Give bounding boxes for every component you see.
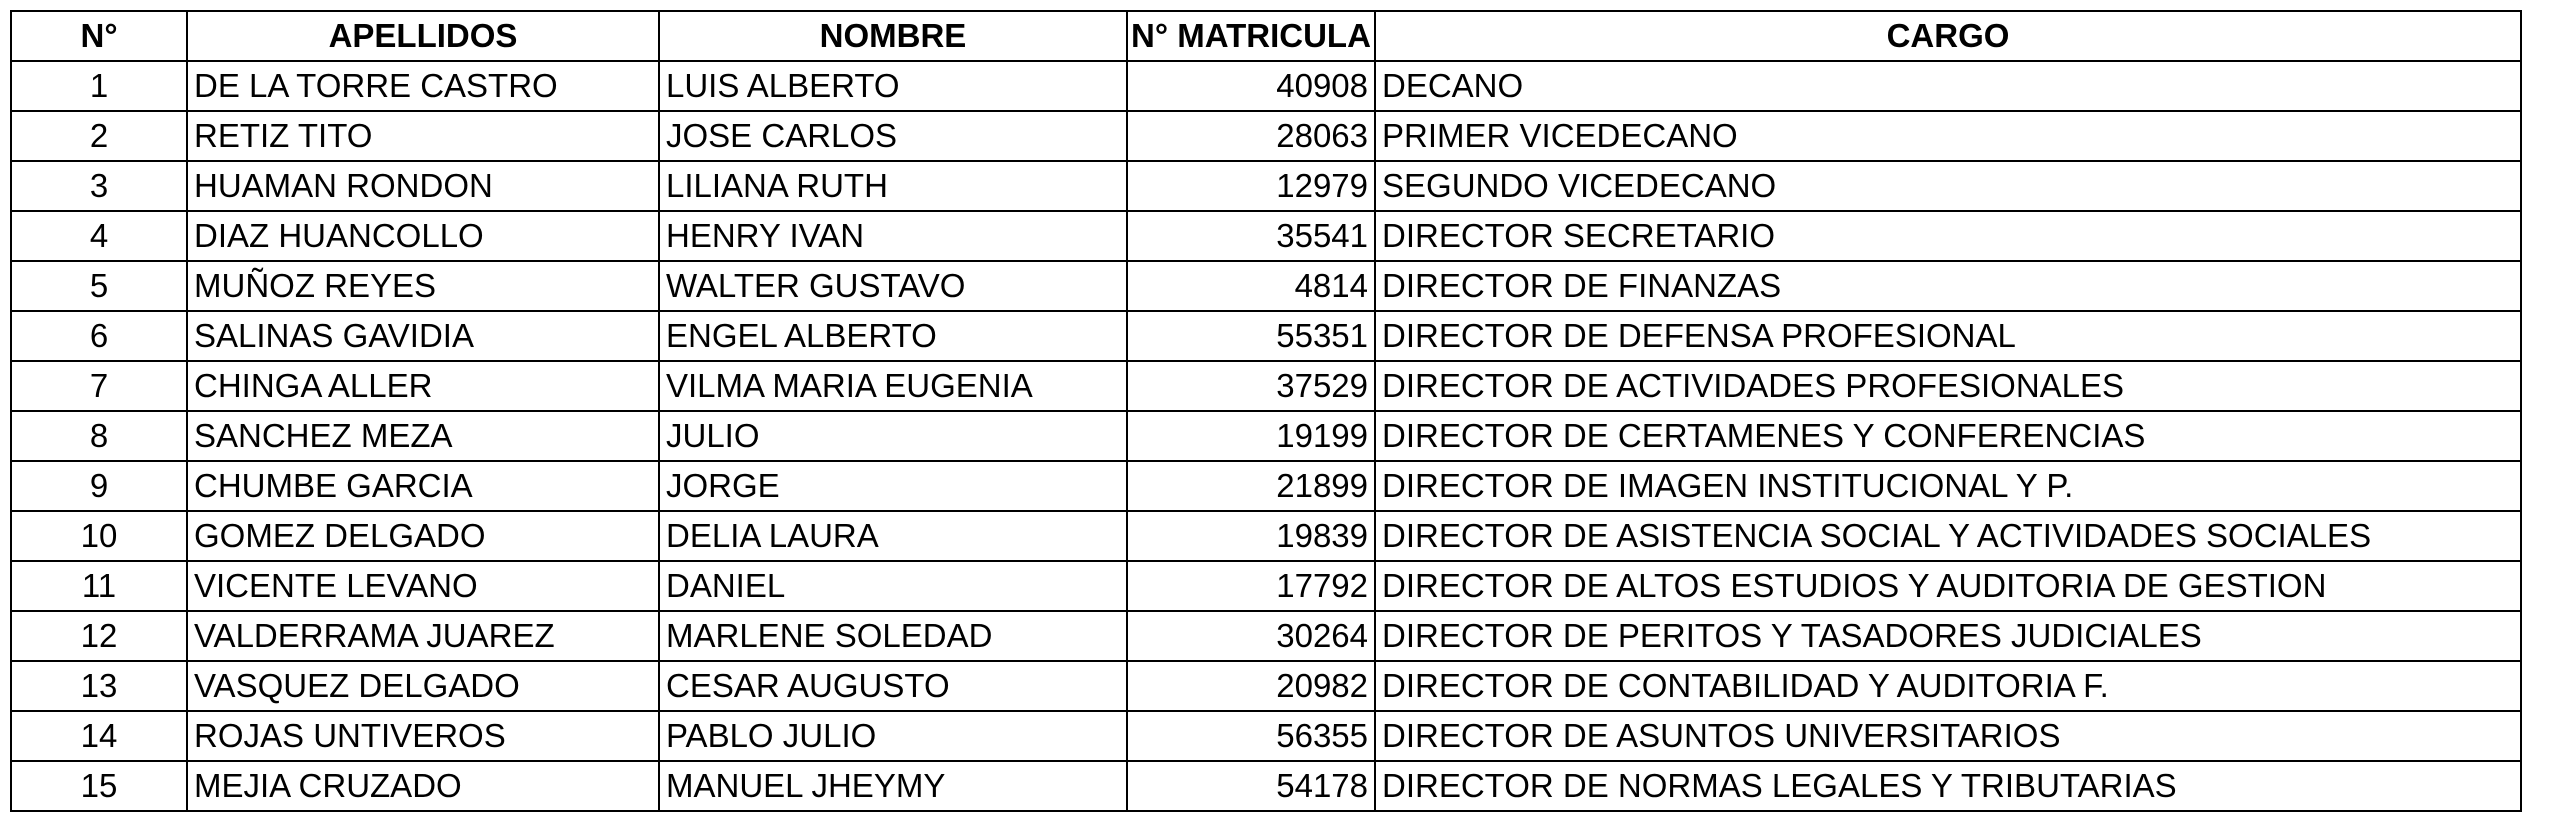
- table-row: [11, 61, 2521, 111]
- cell-apellidos[interactable]: DIAZ HUANCOLLO: [187, 211, 659, 261]
- table-row: [11, 461, 2521, 511]
- cell-nombre[interactable]: JOSE CARLOS: [659, 111, 1127, 161]
- cell-num[interactable]: 14: [11, 711, 187, 761]
- table-row: [11, 711, 2521, 761]
- table-row: [11, 361, 2521, 411]
- cell-nombre[interactable]: DELIA LAURA: [659, 511, 1127, 561]
- header-num[interactable]: N°: [11, 11, 187, 61]
- cell-nombre[interactable]: LILIANA RUTH: [659, 161, 1127, 211]
- cell-num[interactable]: 10: [11, 511, 187, 561]
- cell-matricula[interactable]: 19839: [1127, 511, 1375, 561]
- cell-cargo[interactable]: DIRECTOR DE ALTOS ESTUDIOS Y AUDITORIA DE GESTION: [1375, 561, 2521, 611]
- cell-cargo[interactable]: DIRECTOR DE CERTAMENES Y CONFERENCIAS: [1375, 411, 2521, 461]
- cell-apellidos[interactable]: CHINGA ALLER: [187, 361, 659, 411]
- cell-num[interactable]: 11: [11, 561, 187, 611]
- cell-matricula[interactable]: 55351: [1127, 311, 1375, 361]
- cell-apellidos[interactable]: VALDERRAMA JUAREZ: [187, 611, 659, 661]
- cell-cargo[interactable]: DIRECTOR DE IMAGEN INSTITUCIONAL Y P.: [1375, 461, 2521, 511]
- cell-matricula[interactable]: 56355: [1127, 711, 1375, 761]
- table-row: [11, 761, 2521, 811]
- cell-matricula[interactable]: 40908: [1127, 61, 1375, 111]
- cell-cargo[interactable]: DIRECTOR DE DEFENSA PROFESIONAL: [1375, 311, 2521, 361]
- cell-nombre[interactable]: HENRY IVAN: [659, 211, 1127, 261]
- cell-num[interactable]: 12: [11, 611, 187, 661]
- cell-nombre[interactable]: CESAR AUGUSTO: [659, 661, 1127, 711]
- cell-apellidos[interactable]: RETIZ TITO: [187, 111, 659, 161]
- header-nombre[interactable]: NOMBRE: [659, 11, 1127, 61]
- cell-matricula[interactable]: 19199: [1127, 411, 1375, 461]
- cell-num[interactable]: 1: [11, 61, 187, 111]
- table-row: [11, 611, 2521, 661]
- cell-apellidos[interactable]: ROJAS UNTIVEROS: [187, 711, 659, 761]
- cell-nombre[interactable]: ENGEL ALBERTO: [659, 311, 1127, 361]
- table-row: [11, 561, 2521, 611]
- cell-num[interactable]: 15: [11, 761, 187, 811]
- header-apellidos[interactable]: APELLIDOS: [187, 11, 659, 61]
- cell-matricula[interactable]: 35541: [1127, 211, 1375, 261]
- cell-apellidos[interactable]: DE LA TORRE CASTRO: [187, 61, 659, 111]
- cell-num[interactable]: 9: [11, 461, 187, 511]
- cell-matricula[interactable]: 4814: [1127, 261, 1375, 311]
- cell-num[interactable]: 5: [11, 261, 187, 311]
- cell-num[interactable]: 4: [11, 211, 187, 261]
- cell-cargo[interactable]: DIRECTOR DE PERITOS Y TASADORES JUDICIALES: [1375, 611, 2521, 661]
- cell-num[interactable]: 13: [11, 661, 187, 711]
- cell-nombre[interactable]: MARLENE SOLEDAD: [659, 611, 1127, 661]
- table-row: [11, 211, 2521, 261]
- cell-matricula[interactable]: 21899: [1127, 461, 1375, 511]
- cell-matricula[interactable]: 20982: [1127, 661, 1375, 711]
- cell-cargo[interactable]: DIRECTOR DE FINANZAS: [1375, 261, 2521, 311]
- table-row: [11, 411, 2521, 461]
- cell-matricula[interactable]: 28063: [1127, 111, 1375, 161]
- cell-nombre[interactable]: LUIS ALBERTO: [659, 61, 1127, 111]
- cell-num[interactable]: 3: [11, 161, 187, 211]
- cell-nombre[interactable]: WALTER GUSTAVO: [659, 261, 1127, 311]
- cell-matricula[interactable]: 17792: [1127, 561, 1375, 611]
- cell-num[interactable]: 7: [11, 361, 187, 411]
- cell-apellidos[interactable]: GOMEZ DELGADO: [187, 511, 659, 561]
- cell-nombre[interactable]: VILMA MARIA EUGENIA: [659, 361, 1127, 411]
- cell-cargo[interactable]: DIRECTOR DE ASUNTOS UNIVERSITARIOS: [1375, 711, 2521, 761]
- cell-nombre[interactable]: JULIO: [659, 411, 1127, 461]
- cell-nombre[interactable]: MANUEL JHEYMY: [659, 761, 1127, 811]
- cell-cargo[interactable]: DECANO: [1375, 61, 2521, 111]
- header-matricula[interactable]: N° MATRICULA: [1127, 11, 1375, 61]
- cell-cargo[interactable]: DIRECTOR DE CONTABILIDAD Y AUDITORIA F.: [1375, 661, 2521, 711]
- cell-num[interactable]: 2: [11, 111, 187, 161]
- cell-apellidos[interactable]: VICENTE LEVANO: [187, 561, 659, 611]
- cell-cargo[interactable]: SEGUNDO VICEDECANO: [1375, 161, 2521, 211]
- cell-apellidos[interactable]: SALINAS GAVIDIA: [187, 311, 659, 361]
- cell-matricula[interactable]: 30264: [1127, 611, 1375, 661]
- cell-cargo[interactable]: DIRECTOR DE ASISTENCIA SOCIAL Y ACTIVIDADES SOCIALES: [1375, 511, 2521, 561]
- cell-apellidos[interactable]: SANCHEZ MEZA: [187, 411, 659, 461]
- cell-nombre[interactable]: DANIEL: [659, 561, 1127, 611]
- table-row: [11, 111, 2521, 161]
- cell-cargo[interactable]: DIRECTOR DE NORMAS LEGALES Y TRIBUTARIAS: [1375, 761, 2521, 811]
- cell-apellidos[interactable]: HUAMAN RONDON: [187, 161, 659, 211]
- cell-nombre[interactable]: JORGE: [659, 461, 1127, 511]
- cell-matricula[interactable]: 37529: [1127, 361, 1375, 411]
- table-row: [11, 511, 2521, 561]
- header-cargo[interactable]: CARGO: [1375, 11, 2521, 61]
- cell-num[interactable]: 6: [11, 311, 187, 361]
- cell-matricula[interactable]: 54178: [1127, 761, 1375, 811]
- cell-matricula[interactable]: 12979: [1127, 161, 1375, 211]
- cell-cargo[interactable]: DIRECTOR DE ACTIVIDADES PROFESIONALES: [1375, 361, 2521, 411]
- cell-nombre[interactable]: PABLO JULIO: [659, 711, 1127, 761]
- table-row: [11, 161, 2521, 211]
- header-row: [11, 11, 2521, 61]
- cell-num[interactable]: 8: [11, 411, 187, 461]
- members-table: [10, 10, 2522, 812]
- table-row: [11, 661, 2521, 711]
- cell-apellidos[interactable]: VASQUEZ DELGADO: [187, 661, 659, 711]
- cell-apellidos[interactable]: CHUMBE GARCIA: [187, 461, 659, 511]
- cell-cargo[interactable]: PRIMER VICEDECANO: [1375, 111, 2521, 161]
- cell-cargo[interactable]: DIRECTOR SECRETARIO: [1375, 211, 2521, 261]
- cell-apellidos[interactable]: MUÑOZ REYES: [187, 261, 659, 311]
- table-row: [11, 261, 2521, 311]
- table-row: [11, 311, 2521, 361]
- cell-apellidos[interactable]: MEJIA CRUZADO: [187, 761, 659, 811]
